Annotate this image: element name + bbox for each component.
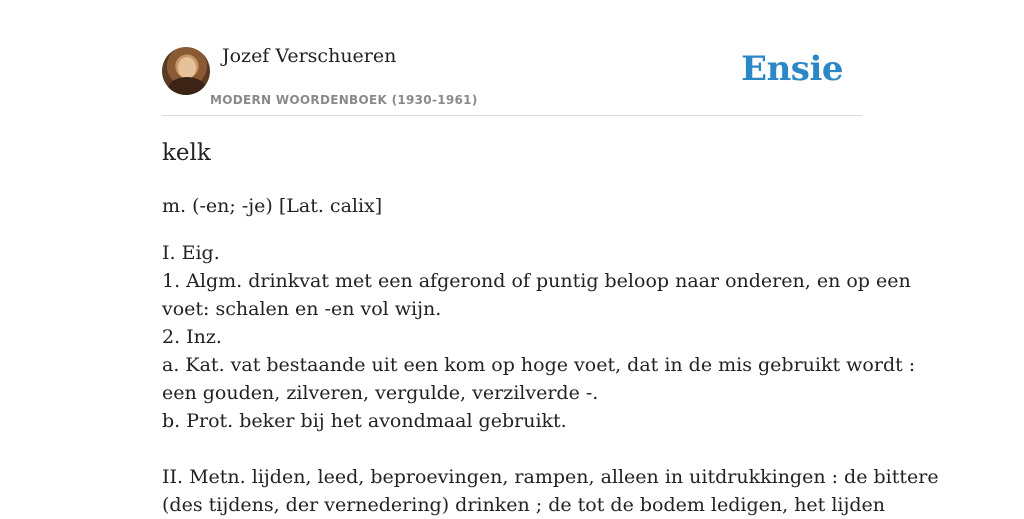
definition-line: a. Kat. vat bestaande uit een kom op hoge voet, dat in de mis gebruikt wordt :: [162, 354, 916, 376]
entry-grammar: m. (-en; -je) [Lat. calix]: [162, 195, 383, 217]
page-container: [162, 0, 939, 516]
entry-definition: [162, 239, 939, 519]
definition-line: 1. Algm. drinkvat met een afgerond of puntig beloop naar onderen, en op een: [162, 270, 911, 292]
author-name[interactable]: Jozef Verschueren: [222, 45, 397, 67]
dictionary-label[interactable]: MODERN WOORDENBOEK (1930-1961): [210, 93, 478, 107]
site-logo[interactable]: Ensie: [741, 49, 843, 89]
entry-headword: kelk: [162, 140, 211, 166]
definition-line: b. Prot. beker bij het avondmaal gebruikt.: [162, 410, 567, 432]
definition-line: een gouden, zilveren, vergulde, verzilverde -.: [162, 382, 599, 404]
definition-line: (des tijdens, der vernedering) drinken ; de tot de bodem ledigen, het lijden: [162, 494, 886, 516]
definition-line: 2. Inz.: [162, 326, 222, 348]
definition-line: I. Eig.: [162, 242, 220, 264]
avatar-face: [178, 57, 196, 79]
definition-line: II. Metn. lijden, leed, beproevingen, rampen, alleen in uitdrukkingen : de bittere: [162, 466, 939, 488]
header: [162, 0, 862, 116]
avatar-robe: [168, 77, 206, 95]
definition-line: voet: schalen en -en vol wijn.: [162, 298, 442, 320]
definition-gap: [162, 435, 862, 463]
author-avatar[interactable]: [162, 47, 210, 95]
